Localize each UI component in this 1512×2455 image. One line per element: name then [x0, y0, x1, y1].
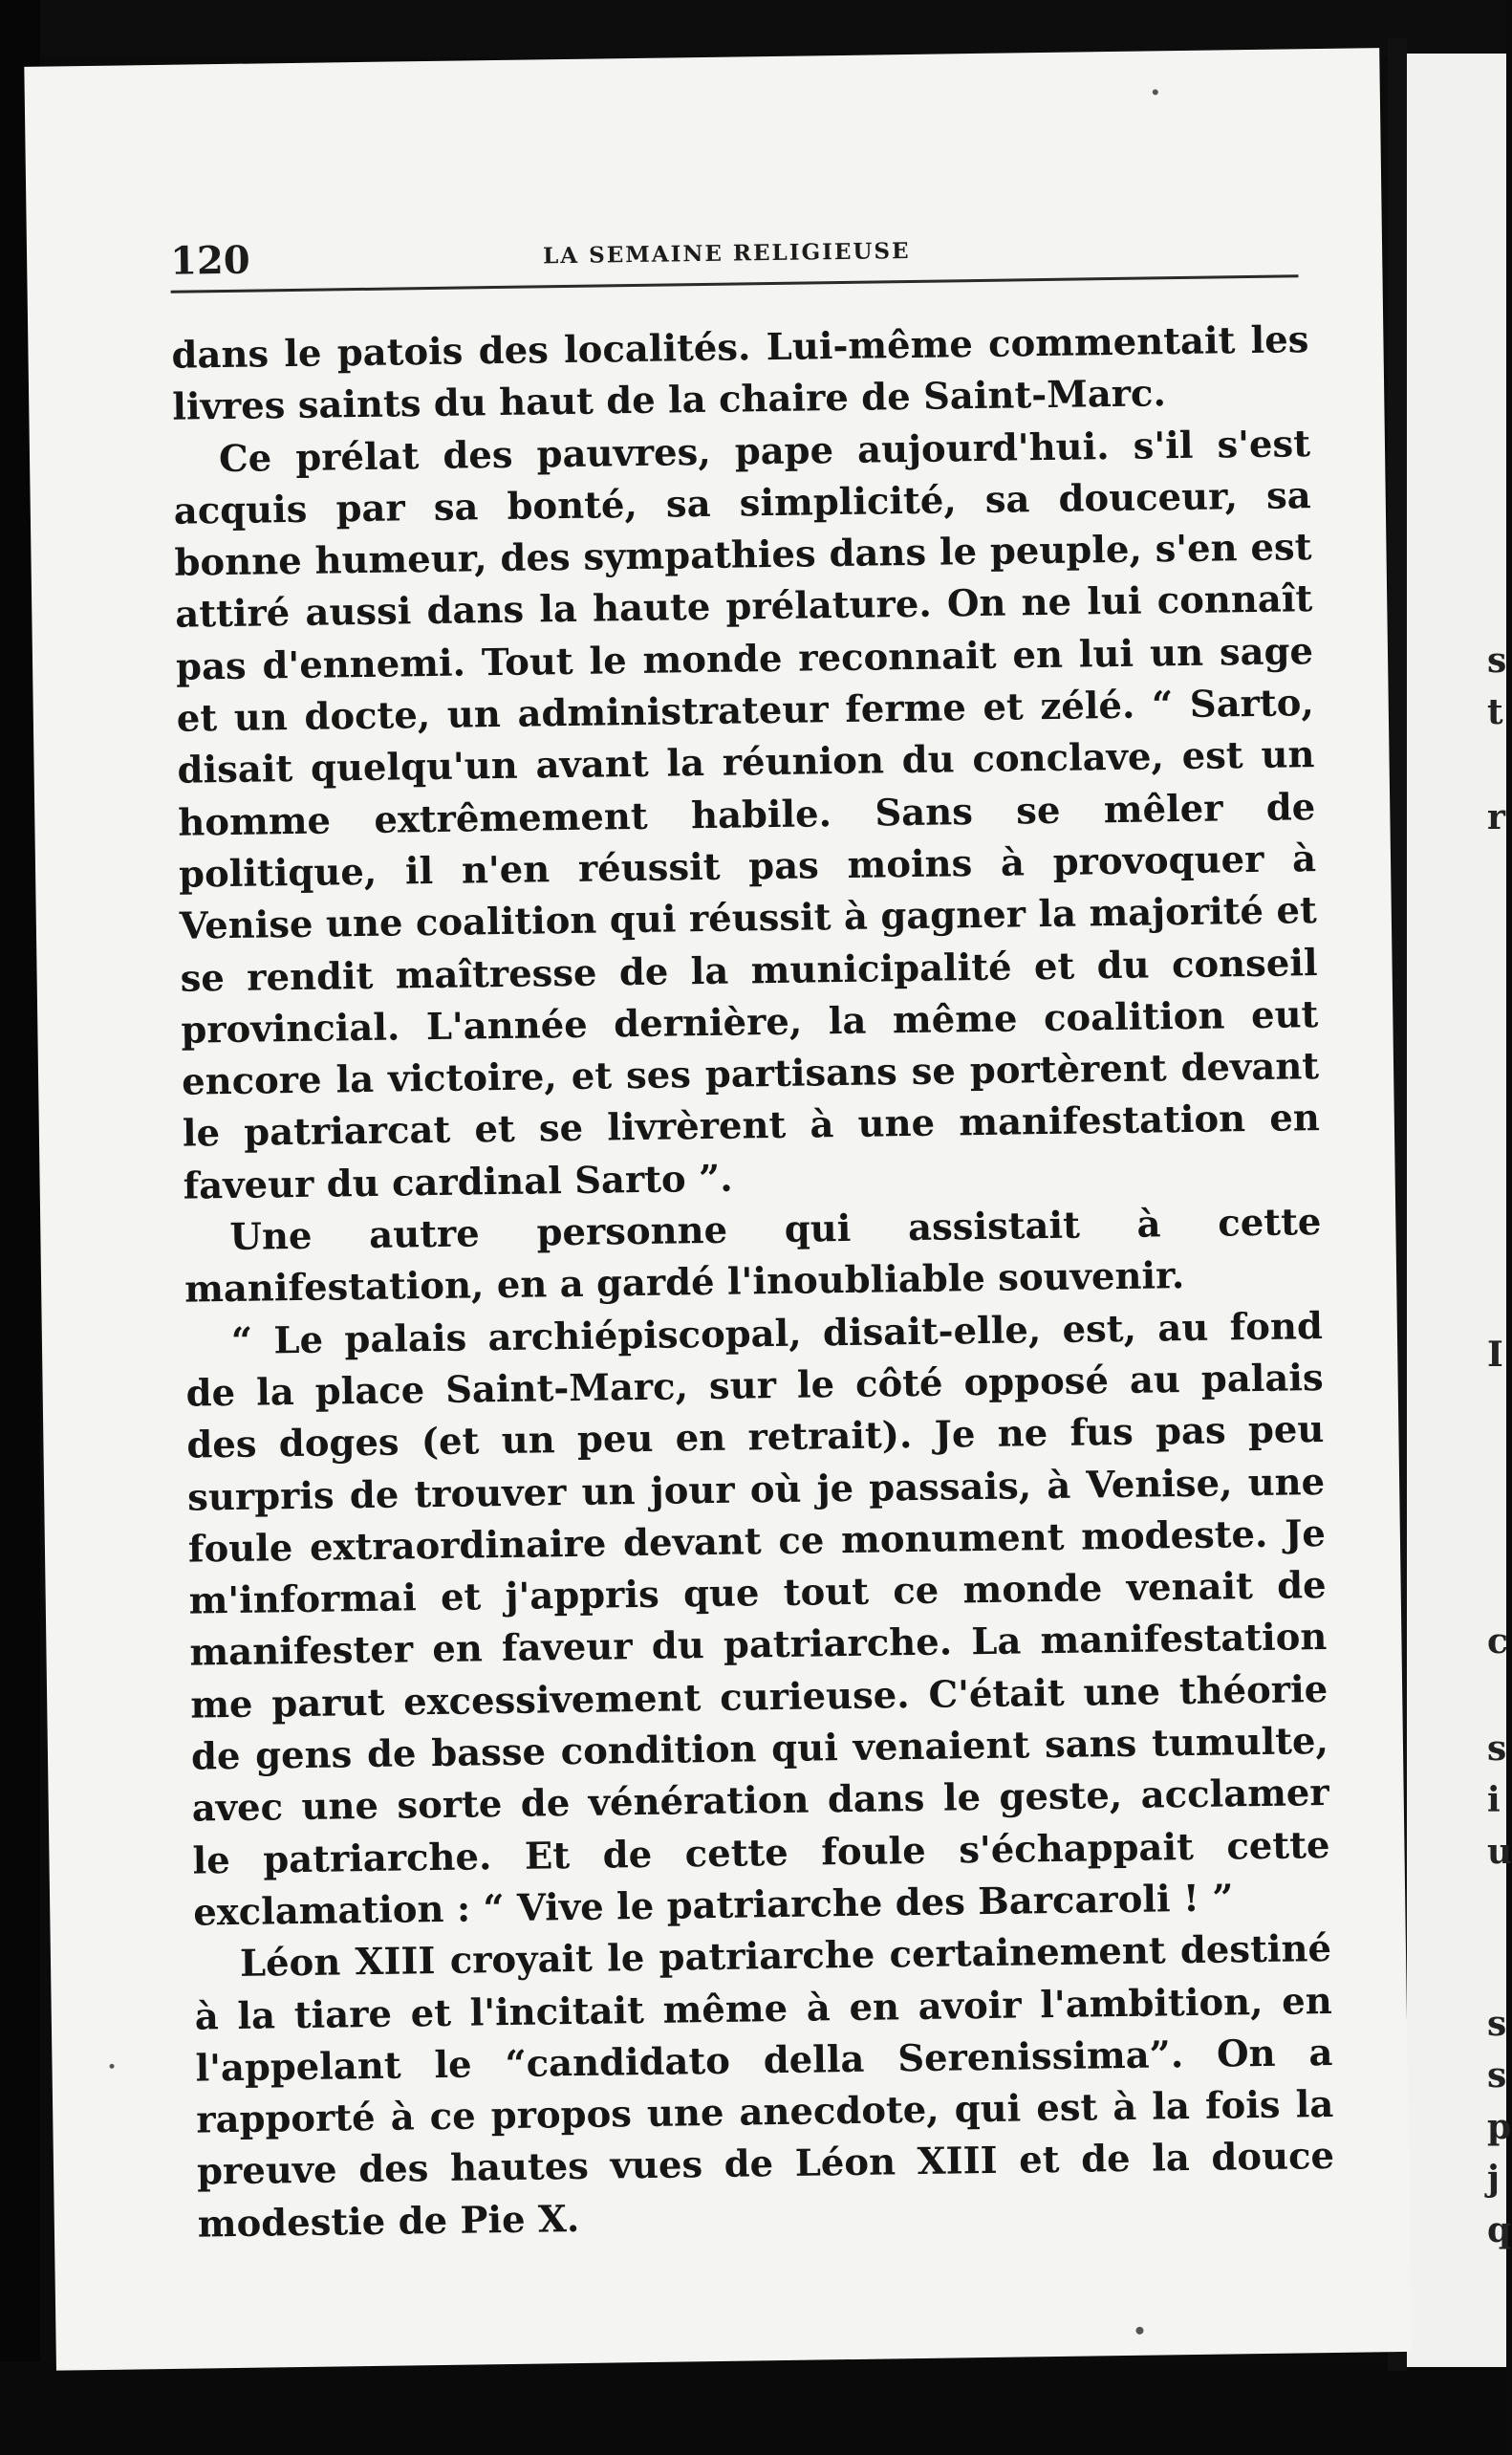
- paragraph: dans le patois des localités. Lui-même commentait les livres saints du haut de la chaire de Saint-Marc.: [171, 318, 1309, 430]
- page-number: 120: [169, 237, 250, 284]
- adjacent-page-fragment: i: [1487, 1780, 1501, 1820]
- page-header: [27, 222, 1383, 298]
- adjacent-page-fragment: r: [1487, 797, 1505, 837]
- book-page: [24, 48, 1412, 2371]
- adjacent-page-fragment: s: [1487, 641, 1507, 681]
- adjacent-page-fragment: j: [1487, 2159, 1501, 2199]
- adjacent-page-fragment: s: [1487, 2055, 1507, 2096]
- adjacent-page-fragment: s: [1487, 2004, 1507, 2044]
- scan-border-bottom: [0, 2361, 1506, 2455]
- paragraph: Ce prélat des pauvres, pape aujourd'hui. s'il s'est acquis par sa bonté, sa simplicité, sa douceur, sa bonne humeur, des sympathies dans le peuple, s'en est attiré aussi dans la haute prélature. On ne lui connaît pas d'ennemi. Tout le monde reconnait en lui un sage et un docte, un administrateur ferme et zélé. “ Sarto, disait quelqu'un avant la réunion du conclave, est un homme extrêmement habile. Sans se mêler de politique, il n'en réussit pas moins à provoquer à Venise une coalition qui réussit à gagner la majorité et se rendit maîtresse de la municipalité et du conseil provincial. L'année dernière, la même coalition eut encore la victoire, et ses partisans se portèrent devant le patriarcat et se livrèrent à une manifestation en faveur du cardinal Sarto ”.: [173, 422, 1321, 1208]
- adjacent-page-fragment: q: [1487, 2210, 1512, 2250]
- paragraph: Léon XIII croyait le patriarche certainement destiné à la tiare et l'incitait même à en avoir l'ambition, en l'appelant le “candidato della Serenissima”. On a rapporté à ce propos une anecdote, qui est à la fois la preuve des hautes vues de Léon XIII et de la douce modestie de Pie X.: [194, 1927, 1335, 2247]
- paragraph: Une autre personne qui assistait à cette manifestation, en a gardé l'inoubliable souvenir.: [184, 1201, 1322, 1313]
- adjacent-page-fragment: u: [1487, 1832, 1512, 1872]
- scan-speck: [1135, 2327, 1143, 2335]
- adjacent-page-fragment: c: [1487, 1621, 1508, 1662]
- paragraph: “ Le palais archiépiscopal, disait-elle, est, au fond de la place Saint-Marc, sur le côté opposé au palais des doges (et un peu en retrait). Je ne fus pas peu surpris de trouver un jour où je passais, à Venise, une foule extraordinaire devant ce monument modeste. Je m'informai et j'appris que tout ce monde venait de manifester en faveur du patriarche. La manifestation me parut excessivement curieuse. C'était une théorie de gens de basse condition qui venaient sans tumulte, avec une sorte de vénération dans le geste, acclamer le patriarche. Et de cette foule s'échappait cette exclamation : “ Vive le patriarche des Barcaroli ! ”: [185, 1304, 1330, 1935]
- running-title: LA SEMAINE RELIGIEUSE: [542, 237, 911, 270]
- scan-speck: [109, 2064, 114, 2069]
- adjacent-page-edge: [1407, 54, 1512, 2367]
- page-body: [171, 315, 1335, 2250]
- scan-speck: [1153, 89, 1158, 95]
- adjacent-page-fragment: s: [1487, 1728, 1507, 1769]
- adjacent-page-fragment: p: [1487, 2107, 1512, 2147]
- adjacent-page-fragment: I: [1487, 1335, 1503, 1375]
- adjacent-page-fragment: t: [1487, 692, 1503, 732]
